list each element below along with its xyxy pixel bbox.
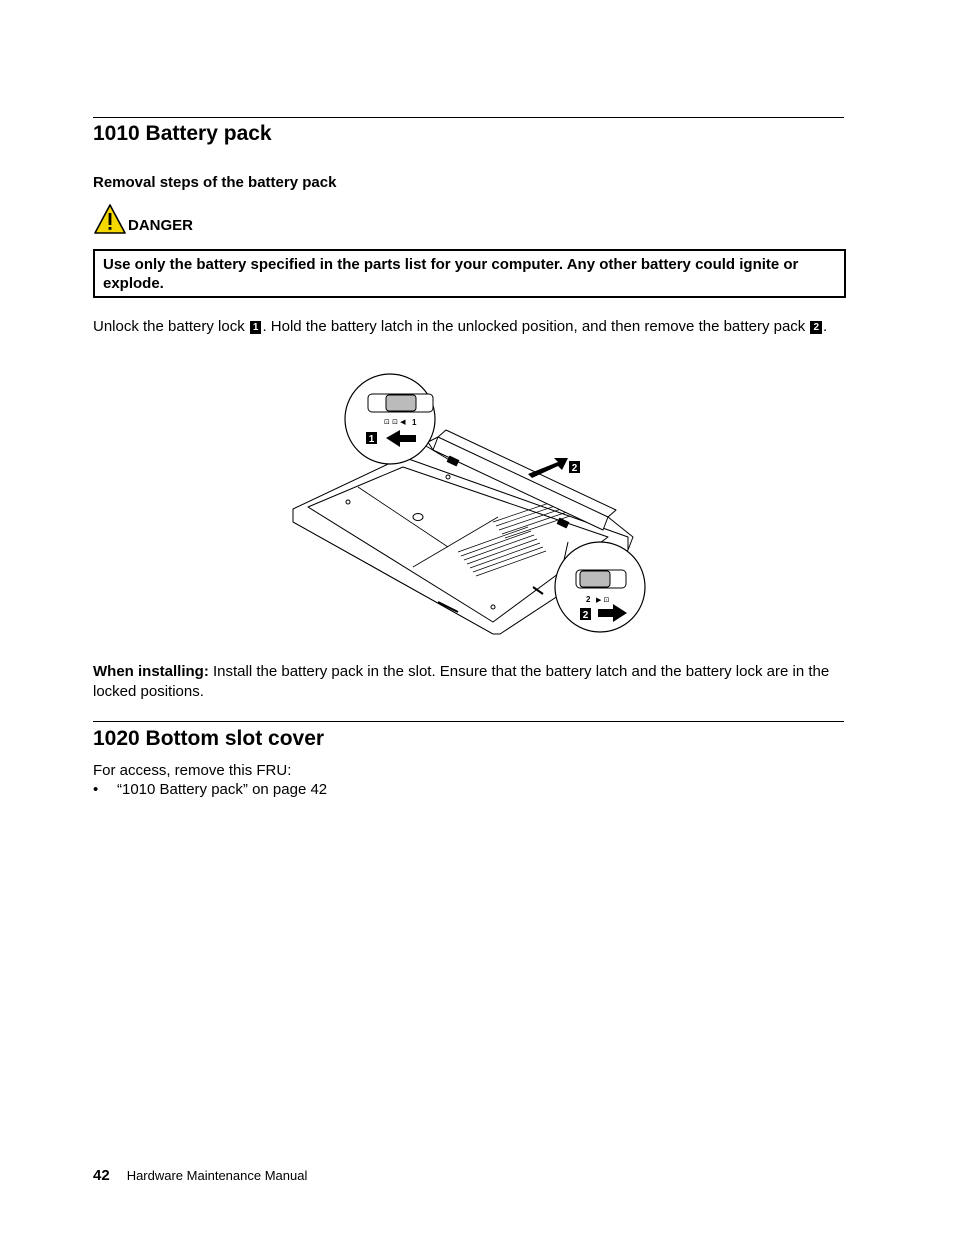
battery-removal-illustration	[288, 372, 650, 638]
removal-instruction	[93, 317, 833, 337]
cross-reference-link[interactable]: “1010 Battery pack” on page 42	[117, 781, 328, 798]
callout-1: 1	[250, 321, 262, 334]
section-heading-battery-pack: 1010 Battery pack	[93, 122, 272, 145]
list-item	[93, 780, 327, 799]
installing-label: When installing:	[93, 663, 209, 680]
section-heading-bottom-slot-cover: 1020 Bottom slot cover	[93, 727, 325, 750]
instruction-text-3: .	[823, 318, 828, 335]
figure-callout-1: 1	[368, 434, 375, 445]
page-footer	[93, 1166, 307, 1186]
instruction-text-1: Unlock the battery lock	[93, 318, 249, 335]
section-rule	[93, 721, 844, 722]
lock-mark-bottom: 2	[586, 595, 591, 604]
danger-label: DANGER	[128, 217, 194, 234]
svg-text:▶ ⊡: ▶ ⊡	[596, 596, 610, 604]
danger-notice	[93, 198, 193, 236]
installing-note	[93, 662, 833, 701]
callout-2: 2	[810, 321, 822, 334]
svg-text:⊡ ⊡ ◀: ⊡ ⊡ ◀	[384, 418, 406, 426]
lock-mark-top: 1	[412, 418, 417, 427]
figure-callout-3: 2	[582, 610, 589, 621]
access-intro: For access, remove this FRU:	[93, 762, 292, 779]
danger-warning-box: Use only the battery specified in the parts list for your computer. Any other battery could ignite or explode.	[93, 249, 846, 298]
manual-title: Hardware Maintenance Manual	[126, 1168, 308, 1183]
page-number: 42	[93, 1167, 110, 1184]
installing-text: Install the battery pack in the slot. Ensure that the battery latch and the battery lock are in the locked positions.	[93, 663, 830, 700]
instruction-text-2: . Hold the battery latch in the unlocked position, and then remove the battery pack	[262, 318, 810, 335]
bullet-marker: •	[93, 781, 99, 798]
section-rule	[93, 117, 844, 118]
subheading-removal-steps: Removal steps of the battery pack	[93, 174, 337, 191]
warning-triangle-icon	[93, 203, 127, 236]
figure-callout-2: 2	[571, 463, 578, 474]
